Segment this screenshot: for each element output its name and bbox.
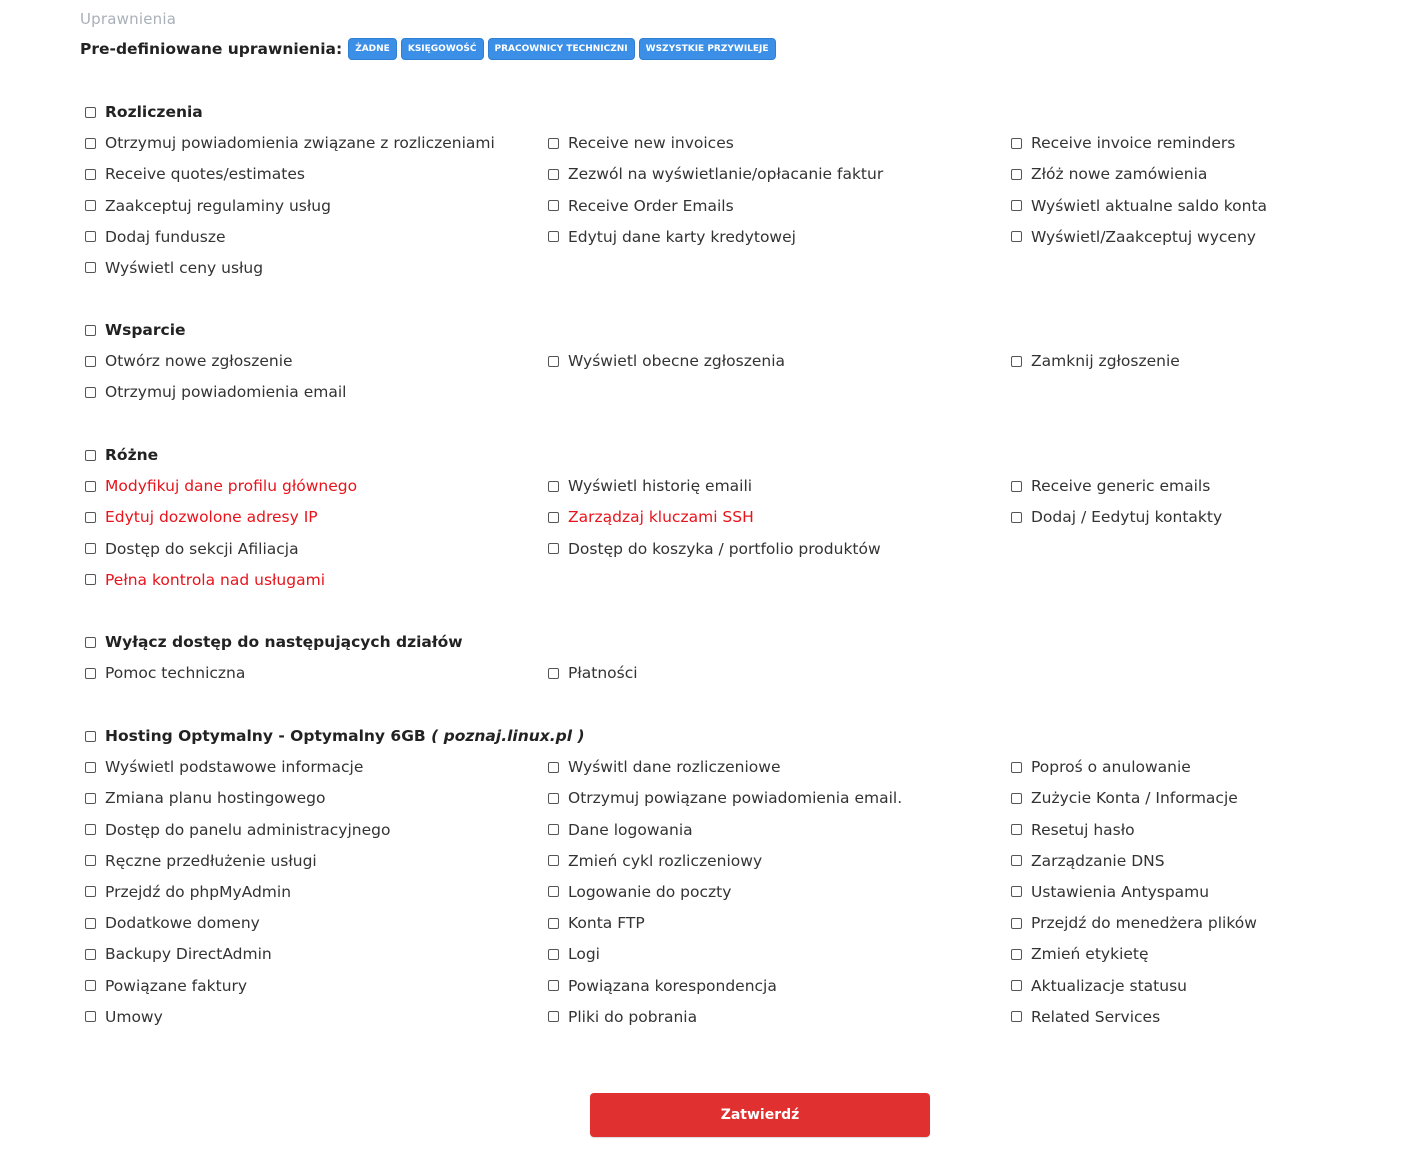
checkbox[interactable] xyxy=(1011,793,1022,804)
permission-label: Receive Order Emails xyxy=(568,196,734,215)
permission-item[interactable] xyxy=(1011,474,1210,498)
permission-item[interactable] xyxy=(548,537,881,561)
group-billing xyxy=(85,100,1325,287)
permission-label: Zmiana planu hostingowego xyxy=(105,789,326,808)
permission-item[interactable] xyxy=(1011,849,1165,873)
permission-label: Powiązana korespondencja xyxy=(568,976,777,995)
checkbox[interactable] xyxy=(85,731,96,742)
permission-label: Wyświetl ceny usług xyxy=(105,258,264,277)
permission-item[interactable] xyxy=(85,786,325,810)
checkbox[interactable] xyxy=(85,543,96,554)
permission-item[interactable] xyxy=(1011,755,1191,779)
permission-label-warning: Pełna kontrola nad usługami xyxy=(105,570,325,589)
checkbox[interactable] xyxy=(548,1011,559,1022)
predefined-label: Pre-definiowane uprawnienia: xyxy=(80,40,343,58)
permission-item[interactable] xyxy=(548,225,796,249)
checkbox[interactable] xyxy=(85,855,96,866)
permission-label: Wyświetl aktualne saldo konta xyxy=(1031,196,1268,215)
permission-item[interactable] xyxy=(548,1005,697,1029)
permission-item[interactable] xyxy=(85,505,318,529)
checkbox[interactable] xyxy=(1011,231,1022,242)
permission-item[interactable] xyxy=(1011,911,1257,935)
checkbox[interactable] xyxy=(85,262,96,273)
permission-label: Receive generic emails xyxy=(1031,477,1211,496)
permission-item[interactable] xyxy=(548,755,781,779)
permission-label: Receive quotes/estimates xyxy=(105,165,305,184)
permission-item[interactable] xyxy=(548,505,754,529)
checkbox[interactable] xyxy=(85,231,96,242)
group-hosting xyxy=(85,724,1325,1036)
permission-label: Logi xyxy=(568,945,600,964)
checkbox[interactable] xyxy=(1011,356,1022,367)
permission-label: Related Services xyxy=(1031,1007,1161,1026)
checkbox[interactable] xyxy=(85,481,96,492)
checkbox[interactable] xyxy=(1011,762,1022,773)
permission-item[interactable] xyxy=(85,661,245,685)
checkbox[interactable] xyxy=(85,387,96,398)
group-title: Różne xyxy=(105,446,159,464)
permission-item[interactable] xyxy=(548,131,734,155)
permission-label: Powiązane faktury xyxy=(105,976,248,995)
checkbox[interactable] xyxy=(85,200,96,211)
permission-item[interactable] xyxy=(85,849,317,873)
checkbox[interactable] xyxy=(85,949,96,960)
checkbox[interactable] xyxy=(548,668,559,679)
checkbox[interactable] xyxy=(548,762,559,773)
checkbox[interactable] xyxy=(548,138,559,149)
permission-label: Ustawienia Antyspamu xyxy=(1031,882,1210,901)
checkbox[interactable] xyxy=(548,824,559,835)
permission-item[interactable] xyxy=(85,755,363,779)
permission-item[interactable] xyxy=(85,568,325,592)
section-title: Uprawnienia xyxy=(80,10,177,28)
permission-item[interactable] xyxy=(548,942,600,966)
permission-item[interactable] xyxy=(1011,505,1222,529)
permission-label: Zużycie Konta / Informacje xyxy=(1031,789,1238,808)
checkbox[interactable] xyxy=(1011,481,1022,492)
permission-label-warning: Modyfikuj dane profilu głównego xyxy=(105,477,358,496)
permission-label: Poproś o anulowanie xyxy=(1031,758,1191,777)
checkbox[interactable] xyxy=(1011,512,1022,523)
permission-item[interactable] xyxy=(85,256,263,280)
checkbox[interactable] xyxy=(85,762,96,773)
permission-item[interactable] xyxy=(1011,225,1256,249)
permission-item[interactable] xyxy=(85,162,305,186)
permission-item[interactable] xyxy=(1011,786,1238,810)
group-title xyxy=(105,727,585,745)
permission-item[interactable] xyxy=(548,880,731,904)
permission-item[interactable] xyxy=(1011,942,1149,966)
permission-label: Dostęp do sekcji Afiliacja xyxy=(105,539,299,558)
checkbox[interactable] xyxy=(85,169,96,180)
checkbox[interactable] xyxy=(85,918,96,929)
permission-label: Wyświetl podstawowe informacje xyxy=(105,758,364,777)
checkbox[interactable] xyxy=(548,169,559,180)
permission-item[interactable] xyxy=(548,194,734,218)
service-name: Hosting Optymalny - Optymalny 6GB xyxy=(105,727,426,745)
checkbox[interactable] xyxy=(85,574,96,585)
group-header-support[interactable] xyxy=(85,318,186,342)
checkbox[interactable] xyxy=(1011,138,1022,149)
permission-item[interactable] xyxy=(85,537,299,561)
checkbox[interactable] xyxy=(548,918,559,929)
permission-item[interactable] xyxy=(85,911,260,935)
preset-technical-button[interactable]: PRACOWNICY TECHNICZNI xyxy=(488,38,635,60)
group-header-misc[interactable] xyxy=(85,443,158,467)
permission-item[interactable] xyxy=(1011,818,1135,842)
permission-label: Ręczne przedłużenie usługi xyxy=(105,851,317,870)
permission-item[interactable] xyxy=(85,131,495,155)
permission-label-warning: Edytuj dozwolone adresy IP xyxy=(105,508,318,527)
checkbox[interactable] xyxy=(85,1011,96,1022)
permission-label: Dodaj / Eedytuj kontakty xyxy=(1031,508,1223,527)
submit-button[interactable]: Zatwierdź xyxy=(590,1093,930,1137)
permission-item[interactable] xyxy=(548,911,645,935)
checkbox[interactable] xyxy=(85,107,96,118)
permission-label: Zmień etykietę xyxy=(1031,945,1149,964)
permission-label: Zaakceptuj regulaminy usług xyxy=(105,196,331,215)
permission-label: Aktualizacje statusu xyxy=(1031,976,1187,995)
checkbox[interactable] xyxy=(85,356,96,367)
permission-label: Wyświtl dane rozliczeniowe xyxy=(568,758,781,777)
checkbox[interactable] xyxy=(85,824,96,835)
checkbox[interactable] xyxy=(548,949,559,960)
permission-label: Receive new invoices xyxy=(568,134,734,153)
permission-label: Resetuj hasło xyxy=(1031,820,1135,839)
permission-label: Dane logowania xyxy=(568,820,693,839)
preset-accounting-button[interactable]: KSIĘGOWOŚĆ xyxy=(401,38,484,60)
permission-item[interactable] xyxy=(548,162,883,186)
permission-label: Dodatkowe domeny xyxy=(105,914,260,933)
checkbox[interactable] xyxy=(85,793,96,804)
checkbox[interactable] xyxy=(85,668,96,679)
permission-label: Konta FTP xyxy=(568,914,645,933)
checkbox[interactable] xyxy=(85,637,96,648)
permission-item[interactable] xyxy=(85,880,291,904)
permission-label: Dodaj fundusze xyxy=(105,227,226,246)
checkbox[interactable] xyxy=(85,512,96,523)
group-header-disable[interactable] xyxy=(85,630,463,654)
checkbox[interactable] xyxy=(1011,918,1022,929)
group-header-hosting[interactable] xyxy=(85,724,585,748)
permission-item[interactable] xyxy=(85,225,226,249)
permission-item[interactable] xyxy=(1011,974,1187,998)
checkbox[interactable] xyxy=(85,980,96,991)
permission-item[interactable] xyxy=(1011,131,1235,155)
permission-label: Backupy DirectAdmin xyxy=(105,945,272,964)
group-disable-departments xyxy=(85,630,1325,692)
permission-item[interactable] xyxy=(1011,194,1267,218)
checkbox[interactable] xyxy=(548,200,559,211)
permission-label: Złóż nowe zamówienia xyxy=(1031,165,1208,184)
checkbox[interactable] xyxy=(1011,886,1022,897)
permission-item[interactable] xyxy=(548,786,902,810)
checkbox[interactable] xyxy=(1011,1011,1022,1022)
permission-item[interactable] xyxy=(1011,349,1180,373)
permission-item[interactable] xyxy=(85,974,247,998)
checkbox[interactable] xyxy=(548,512,559,523)
preset-none-button[interactable]: ŻADNE xyxy=(348,38,397,60)
permission-label: Zarządzanie DNS xyxy=(1031,851,1165,870)
permission-item[interactable] xyxy=(1011,162,1207,186)
permission-item[interactable] xyxy=(548,849,762,873)
permission-label-warning: Zarządzaj kluczami SSH xyxy=(568,508,754,527)
permission-item[interactable] xyxy=(85,942,272,966)
group-title: Rozliczenia xyxy=(105,103,203,121)
group-header-billing[interactable] xyxy=(85,100,203,124)
checkbox[interactable] xyxy=(548,481,559,492)
permission-label: Zmień cykl rozliczeniowy xyxy=(568,851,763,870)
permission-label: Logowanie do poczty xyxy=(568,882,732,901)
permission-item[interactable] xyxy=(85,474,357,498)
permission-item[interactable] xyxy=(85,194,331,218)
checkbox[interactable] xyxy=(1011,824,1022,835)
permission-label: Otrzymuj powiadomienia email xyxy=(105,383,347,402)
predefined-permissions xyxy=(80,38,776,60)
permission-label: Płatności xyxy=(568,664,638,683)
checkbox[interactable] xyxy=(548,793,559,804)
checkbox[interactable] xyxy=(548,886,559,897)
permission-label: Przejdź do phpMyAdmin xyxy=(105,882,292,901)
permission-item[interactable] xyxy=(85,349,293,373)
checkbox[interactable] xyxy=(85,450,96,461)
permission-label: Przejdź do menedżera plików xyxy=(1031,914,1257,933)
checkbox[interactable] xyxy=(1011,200,1022,211)
permission-label: Zezwól na wyświetlanie/opłacanie faktur xyxy=(568,165,884,184)
permission-item[interactable] xyxy=(1011,1005,1160,1029)
checkbox[interactable] xyxy=(548,855,559,866)
preset-all-button[interactable]: WSZYSTKIE PRZYWILEJE xyxy=(639,38,776,60)
checkbox[interactable] xyxy=(548,231,559,242)
checkbox[interactable] xyxy=(1011,949,1022,960)
checkbox[interactable] xyxy=(548,356,559,367)
permission-label: Umowy xyxy=(105,1007,163,1026)
permission-label: Wyświetl/Zaakceptuj wyceny xyxy=(1031,227,1256,246)
service-domain: ( poznaj.linux.pl ) xyxy=(431,727,585,745)
permission-item[interactable] xyxy=(1011,880,1209,904)
permission-label: Otwórz nowe zgłoszenie xyxy=(105,352,293,371)
permission-item[interactable] xyxy=(548,661,638,685)
permission-item[interactable] xyxy=(548,474,752,498)
permission-item[interactable] xyxy=(85,818,390,842)
permission-item[interactable] xyxy=(548,349,785,373)
checkbox[interactable] xyxy=(548,543,559,554)
checkbox[interactable] xyxy=(1011,855,1022,866)
group-misc xyxy=(85,443,1325,599)
permission-label: Edytuj dane karty kredytowej xyxy=(568,227,796,246)
permission-label: Dostęp do panelu administracyjnego xyxy=(105,820,391,839)
group-title: Wsparcie xyxy=(105,321,186,339)
checkbox[interactable] xyxy=(85,138,96,149)
permission-label: Receive invoice reminders xyxy=(1031,134,1236,153)
permission-label: Otrzymuj powiadomienia związane z rozliczeniami xyxy=(105,134,495,153)
group-support xyxy=(85,318,1325,412)
permission-label: Zamknij zgłoszenie xyxy=(1031,352,1180,371)
permission-item[interactable] xyxy=(85,1005,163,1029)
permission-label: Pliki do pobrania xyxy=(568,1007,698,1026)
checkbox[interactable] xyxy=(1011,169,1022,180)
permission-label: Otrzymuj powiązane powiadomienia email. xyxy=(568,789,903,808)
group-title: Wyłącz dostęp do następujących działów xyxy=(105,633,463,651)
checkbox[interactable] xyxy=(548,980,559,991)
permission-item[interactable] xyxy=(548,818,693,842)
permission-item[interactable] xyxy=(85,380,346,404)
checkbox[interactable] xyxy=(1011,980,1022,991)
checkbox[interactable] xyxy=(85,325,96,336)
permission-label: Wyświetl obecne zgłoszenia xyxy=(568,352,786,371)
permission-label: Wyświetl historię emaili xyxy=(568,477,753,496)
permission-label: Dostęp do koszyka / portfolio produktów xyxy=(568,539,881,558)
permission-label: Pomoc techniczna xyxy=(105,664,246,683)
checkbox[interactable] xyxy=(85,886,96,897)
permission-item[interactable] xyxy=(548,974,777,998)
